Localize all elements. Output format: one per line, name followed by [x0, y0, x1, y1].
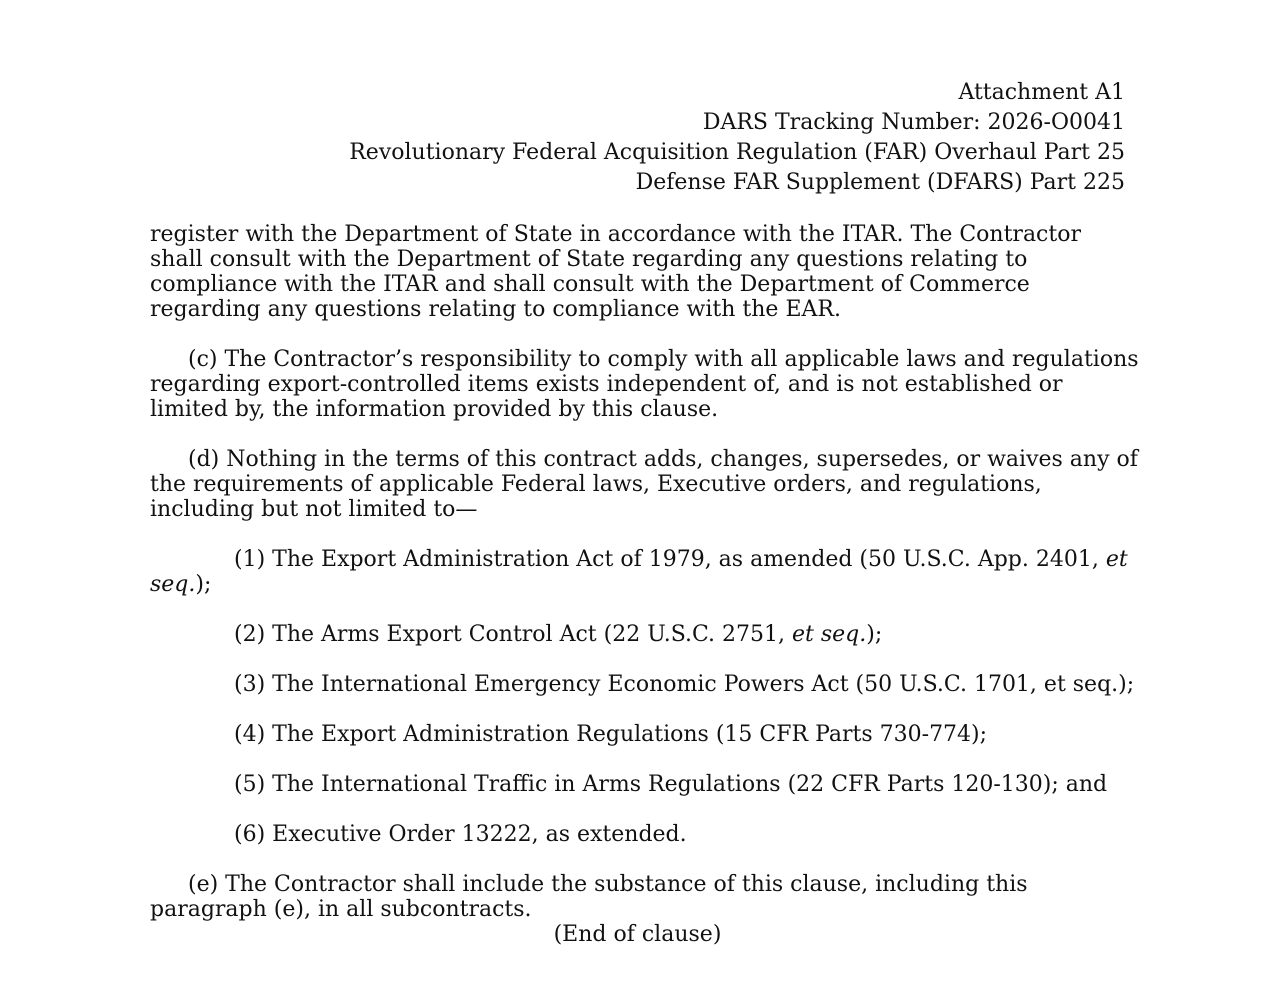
list-item-6: (6) Executive Order 13222, as extended.: [234, 822, 687, 847]
paragraph-d: (d) Nothing in the terms of this contract adds, changes, supersedes, or waives any of the requirements of applicable Federal laws, Executive orders, and regulations, including but not limited to—: [150, 447, 1138, 522]
list-item-1-emphasis: et seq.: [150, 547, 1128, 597]
list-item-2-end: );: [866, 622, 883, 647]
list-item-2-text: (2) The Arms Export Control Act (22 U.S.C. 2751,: [234, 622, 793, 647]
list-item-3: (3) The International Emergency Economic Powers Act (50 U.S.C. 1701, et seq.);: [234, 672, 1135, 697]
header-tracking-number: DARS Tracking Number: 2026-O0041: [702, 110, 1125, 135]
list-item-1: [150, 547, 1140, 597]
list-item-2: [150, 622, 1140, 647]
list-item-1-end: );: [195, 572, 212, 597]
paragraph-continued: register with the Department of State in accordance with the ITAR. The Contractor shall consult with the Department of State regarding any questions relating to compliance with the ITAR and shall consult with the Department of Commerce regarding any questions relating to compliance with the EAR.: [150, 222, 1081, 322]
list-item-4: (4) The Export Administration Regulations (15 CFR Parts 730-774);: [234, 722, 988, 747]
list-item-1-text: (1) The Export Administration Act of 1979, as amended (50 U.S.C. App. 2401,: [234, 547, 1106, 572]
header-attachment: Attachment A1: [958, 80, 1125, 105]
paragraph-e: (e) The Contractor shall include the substance of this clause, including this paragraph (e), in all subcontracts.: [150, 872, 1028, 922]
list-item-5: (5) The International Traffic in Arms Regulations (22 CFR Parts 120-130); and: [234, 772, 1108, 797]
end-of-clause: (End of clause): [553, 922, 722, 947]
header-dfars-part: Defense FAR Supplement (DFARS) Part 225: [635, 170, 1125, 195]
header-far-part: Revolutionary Federal Acquisition Regulation (FAR) Overhaul Part 25: [349, 140, 1125, 165]
document-body: [150, 222, 1140, 947]
paragraph-c: (c) The Contractor’s responsibility to comply with all applicable laws and regulations regarding export-controlled items exists independent of, and is not established or limited by, the information provided by this clause.: [150, 347, 1139, 422]
list-item-2-emphasis: et seq.: [792, 622, 867, 647]
page-header: [349, 78, 1125, 198]
